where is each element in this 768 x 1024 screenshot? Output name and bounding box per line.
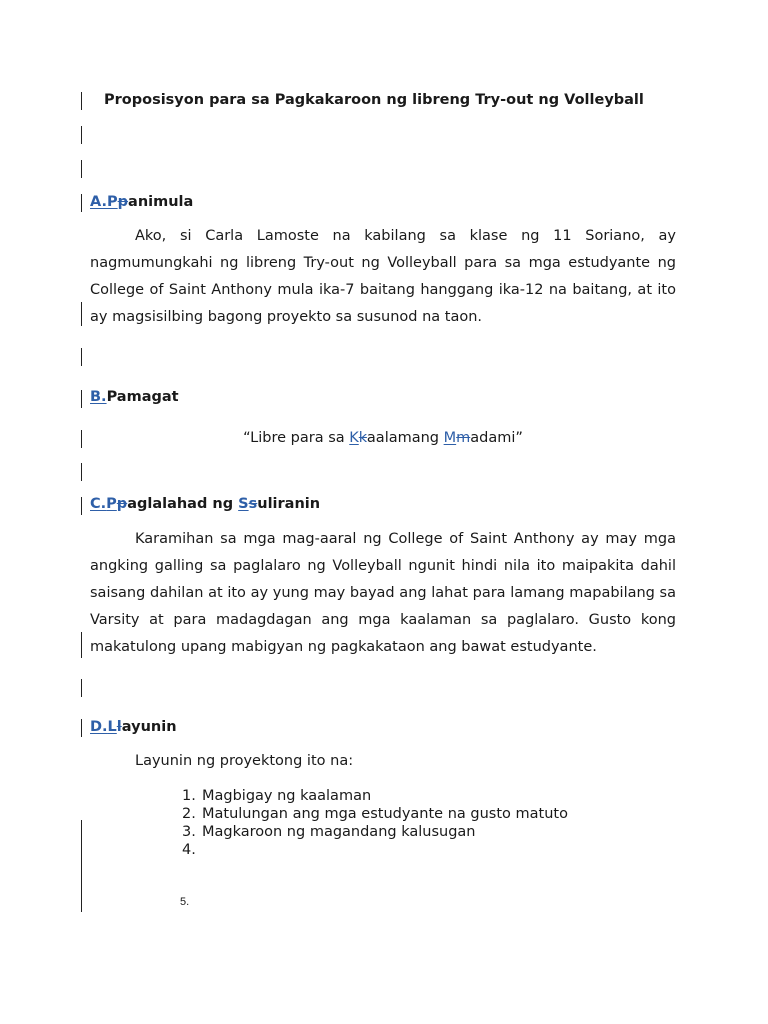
list-item <box>182 787 568 805</box>
deleted-text: l <box>116 719 122 735</box>
quote-text: aalamang <box>366 430 444 446</box>
change-bar <box>81 390 82 408</box>
document-title: Proposisyon para sa Pagkakaroon ng libreng Try-out ng Volleyball <box>104 92 644 108</box>
list-number: 1. <box>182 788 196 804</box>
section-c-body: Karamihan sa mga mag-aaral ng College of Saint Anthony ay may mga angking galling sa paglalaro ng Volleyball ngunit hindi nila ito maipakita dahil saisang dahilan at ito ay yung may bayad ang lahat para lamang mapabilang sa Varsity at para madagdagan ang mga kaalaman sa paglalaro. Gusto kong makatulong upang mabigyan ng pagkakataon ang bawat estudyante. <box>90 531 676 655</box>
change-bar <box>81 160 82 178</box>
section-d-heading-text: ayunin <box>121 719 177 735</box>
list-number: 2. <box>182 806 196 822</box>
section-a-letter: A. <box>90 194 107 210</box>
change-bar <box>81 430 82 448</box>
list-number: 4. <box>182 842 196 858</box>
section-b-heading <box>90 389 179 405</box>
change-bar <box>81 632 82 658</box>
change-bar <box>81 463 82 481</box>
deleted-text: s <box>248 496 258 512</box>
list-number: 3. <box>182 824 196 840</box>
deleted-text: k <box>358 430 367 446</box>
section-c-letter: C. <box>90 496 107 512</box>
inserted-text: L <box>107 719 117 735</box>
section-a-body: Ako, si Carla Lamoste na kabilang sa klase ng 11 Soriano, ay nagmumungkahi ng libreng Try-out ng Volleyball para sa mga estudyante ng College of Saint Anthony mula ika-7 baitang hanggang ika-12 na baitang, at ito ay magsisilbing bagong proyekto sa susunod na taon. <box>90 228 676 325</box>
change-bar <box>81 194 82 212</box>
section-c-heading-text: uliranin <box>257 496 321 512</box>
section-b-letter: B. <box>90 389 107 405</box>
list-item-text: Matulungan ang mga estudyante na gusto matuto <box>202 806 568 822</box>
inserted-text: K <box>349 430 359 446</box>
change-bar <box>81 302 82 326</box>
section-a-heading <box>90 194 193 210</box>
list-item <box>182 841 568 859</box>
inserted-text: P <box>106 496 117 512</box>
list-item-text: Magkaroon ng magandang kalusugan <box>202 824 476 840</box>
section-b-heading-text: Pamagat <box>106 389 179 405</box>
change-bar <box>81 820 82 912</box>
change-bar <box>81 719 82 737</box>
goals-intro: Layunin ng proyektong ito na: <box>135 753 354 769</box>
change-bar <box>81 679 82 697</box>
change-bar <box>81 497 82 515</box>
change-bar <box>81 92 82 110</box>
list-item-text: Magbigay ng kaalaman <box>202 788 372 804</box>
inserted-text: S <box>238 496 249 512</box>
goals-list <box>182 787 568 859</box>
deleted-text: p <box>117 194 129 210</box>
change-bar <box>81 126 82 144</box>
quote-text: adami” <box>470 430 523 446</box>
section-a-heading-text: animula <box>128 194 194 210</box>
list-number: 5. <box>180 896 190 908</box>
quote-text: “Libre para sa <box>243 430 350 446</box>
section-d-letter: D. <box>90 719 108 735</box>
deleted-text: m <box>456 430 471 446</box>
inserted-text: M <box>443 430 457 446</box>
list-item <box>182 823 568 841</box>
change-bar <box>81 348 82 366</box>
section-c-heading-text: aglalahad ng <box>127 496 239 512</box>
list-item <box>182 805 568 823</box>
section-c-heading <box>90 496 320 512</box>
inserted-text: P <box>107 194 118 210</box>
deleted-text: p <box>116 496 128 512</box>
project-title-quote <box>90 430 676 446</box>
section-d-heading <box>90 719 177 735</box>
